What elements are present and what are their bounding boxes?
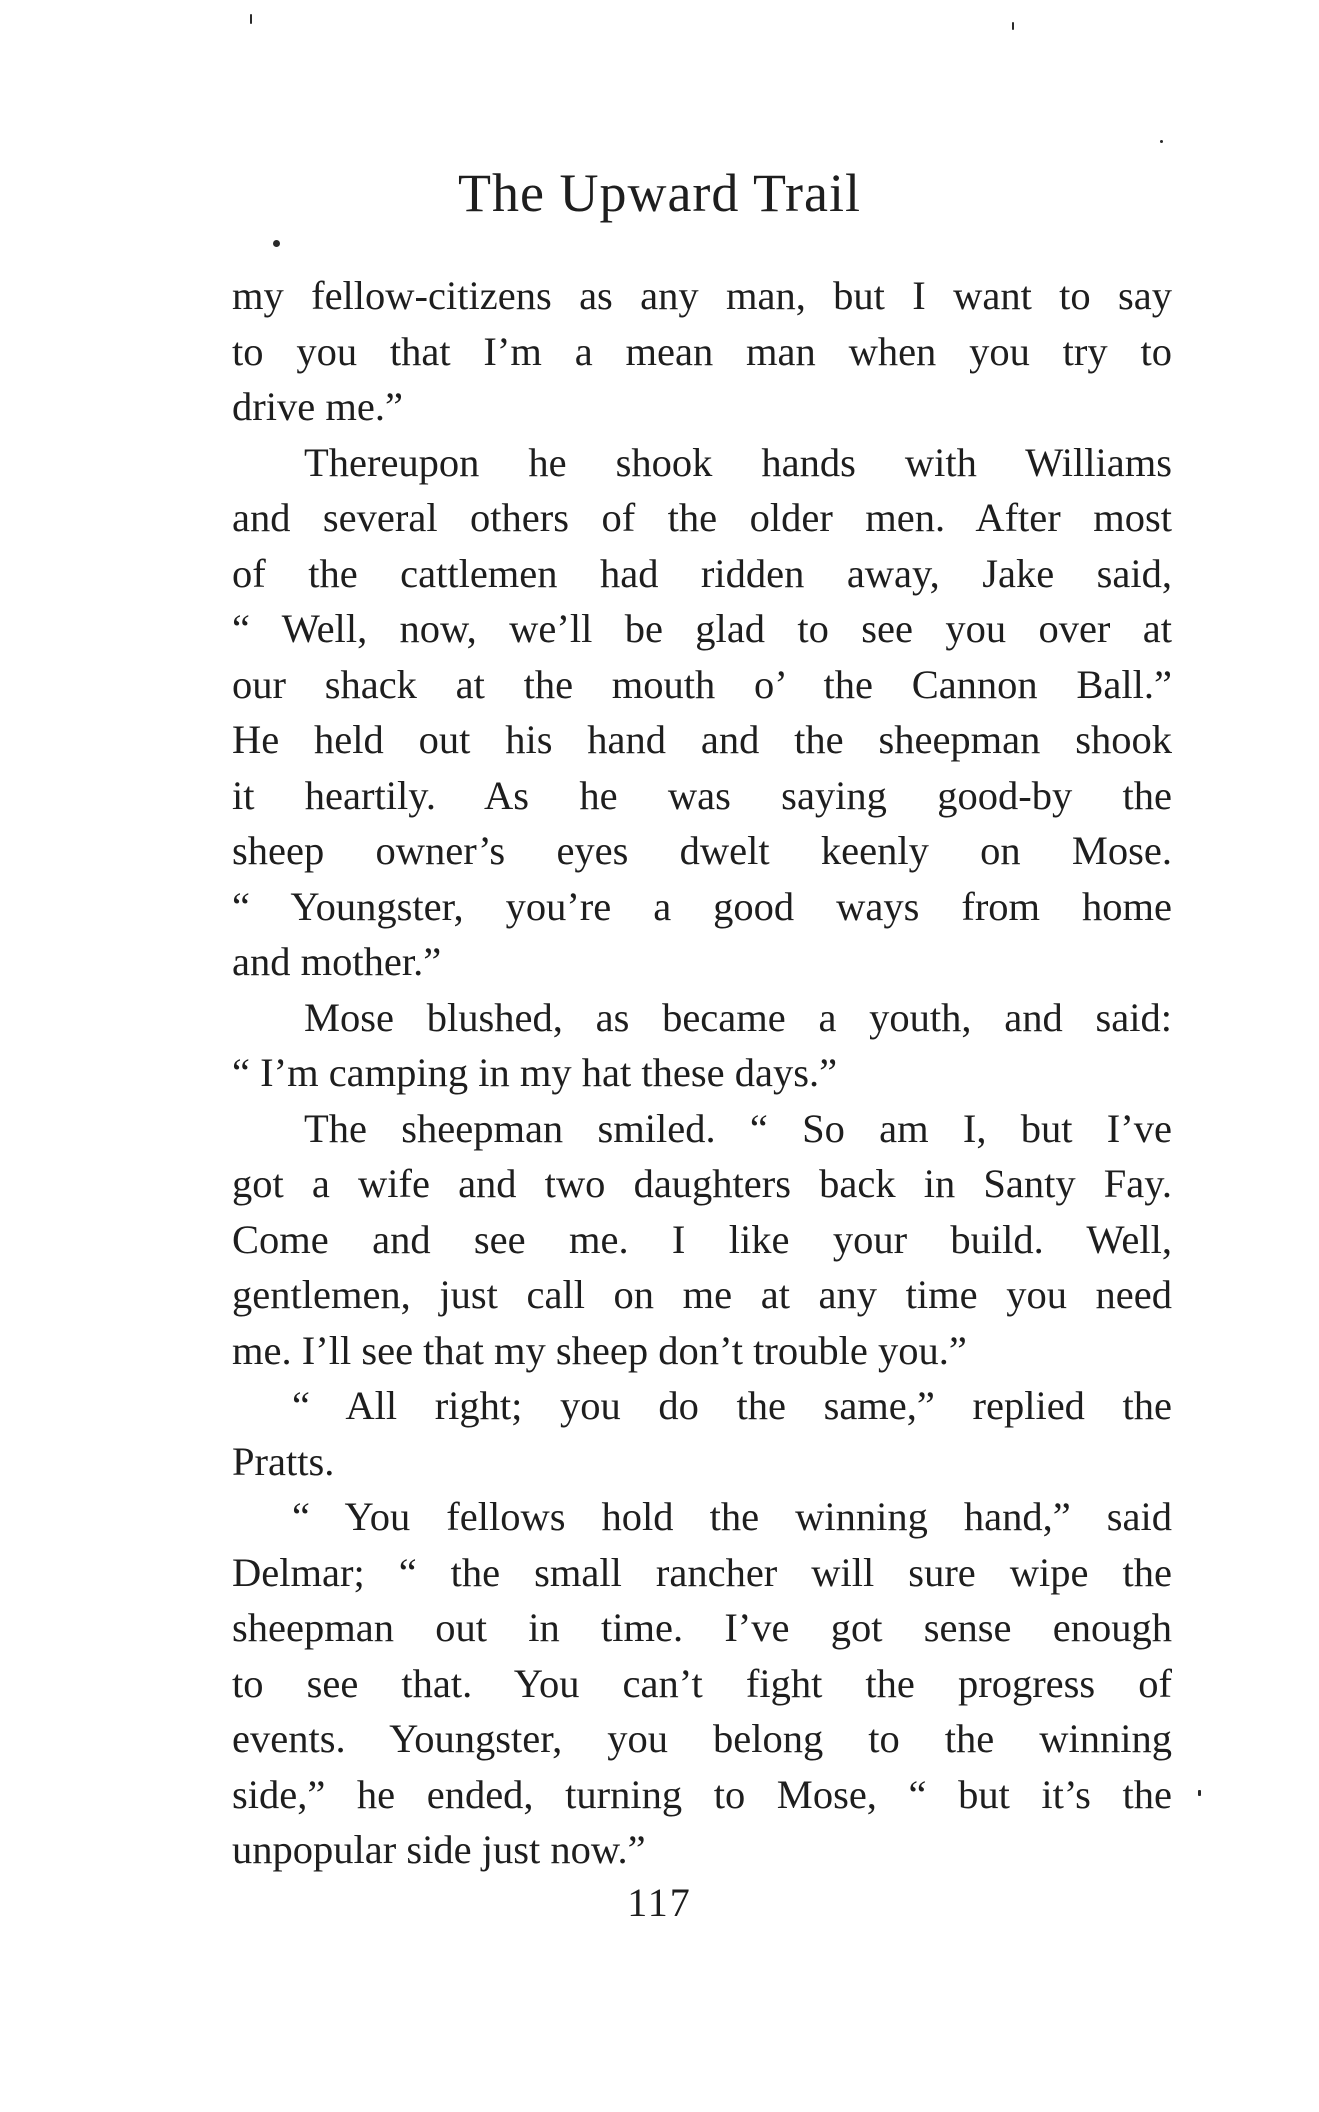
- text-line: “ I’m camping in my hat these days.”: [232, 1050, 838, 1095]
- text-line: events. Youngster, you belong to the winning: [232, 1716, 1172, 1761]
- text-line: “ You fellows hold the winning hand,” said: [292, 1494, 1172, 1539]
- print-speck: [1160, 140, 1163, 143]
- text-line: “ Well, now, we’ll be glad to see you over at: [232, 606, 1172, 651]
- text-line: sheepman out in time. I’ve got sense enough: [232, 1605, 1172, 1650]
- text-line: and several others of the older men. After most: [232, 495, 1172, 540]
- text-line: to see that. You can’t fight the progress of: [232, 1660, 1172, 1706]
- text-line: sheep owner’s eyes dwelt keenly on Mose.: [232, 828, 1172, 873]
- text-line: my fellow-citizens as any man, but I want to say: [232, 273, 1172, 318]
- text-line: Come and see me. I like your build. Well,: [232, 1216, 1172, 1262]
- page-number: 117: [627, 1880, 692, 1925]
- text-line: got a wife and two daughters back in Santy Fay.: [232, 1161, 1172, 1206]
- running-head: The Upward Trail: [458, 163, 861, 223]
- text-line: The sheepman smiled. “ So am I, but I’ve: [304, 1105, 1172, 1151]
- text-line: side,” he ended, turning to Mose, “ but it’s the: [232, 1771, 1172, 1817]
- text-line: gentlemen, just call on me at any time you need: [232, 1272, 1172, 1317]
- text-line: He held out his hand and the sheepman shook: [232, 717, 1172, 762]
- text-line: Mose blushed, as became a youth, and said:: [304, 994, 1172, 1040]
- print-speck: [1198, 1790, 1201, 1796]
- text-line: Pratts.: [232, 1438, 335, 1484]
- text-line: me. I’ll see that my sheep don’t trouble you.”: [232, 1327, 967, 1373]
- print-speck: [250, 14, 252, 24]
- print-speck: [273, 240, 280, 247]
- body-text: [232, 268, 1172, 1878]
- text-line: Delmar; “ the small rancher will sure wipe the: [232, 1549, 1172, 1595]
- text-line: it heartily. As he was saying good-by the: [232, 772, 1172, 818]
- text-line: to you that I’m a mean man when you try to: [232, 328, 1172, 374]
- text-line: and mother.”: [232, 939, 442, 984]
- text-line: Thereupon he shook hands with Williams: [304, 439, 1172, 485]
- text-line: unpopular side just now.”: [232, 1827, 646, 1872]
- text-line: “ Youngster, you’re a good ways from home: [232, 883, 1172, 929]
- print-speck: [1012, 22, 1014, 30]
- text-line: our shack at the mouth o’ the Cannon Ball.”: [232, 661, 1172, 707]
- text-line: drive me.”: [232, 384, 403, 429]
- text-line: “ All right; you do the same,” replied the: [292, 1383, 1172, 1428]
- text-line: of the cattlemen had ridden away, Jake said,: [232, 550, 1172, 596]
